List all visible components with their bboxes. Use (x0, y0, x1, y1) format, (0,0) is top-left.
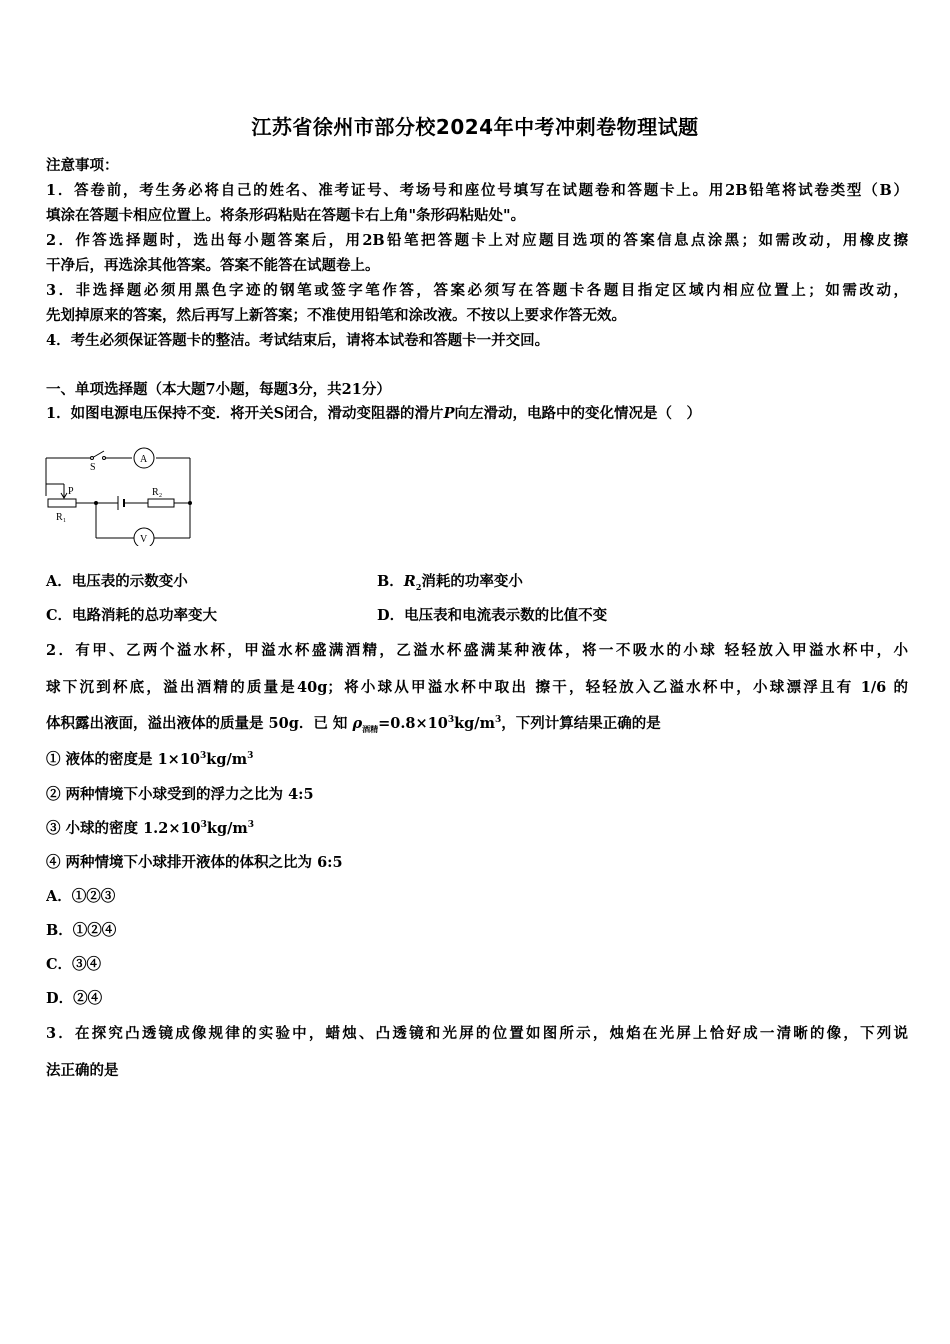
notice-heading: 注意事项： (46, 157, 119, 174)
notice-line: 3．非选择题必须用黑色字迹的钢笔或签字笔作答，答案必须写在答题卡各题目指定区域内相应位置上；如需改动， (46, 282, 908, 299)
question-1-stem: 1．如图电源电压保持不变．将开关S闭合，滑动变阻器的滑片P向左滑动，电路中的变化情况是（ ） (46, 405, 701, 422)
q1-option-c: C．电路消耗的总功率变大 (46, 607, 218, 624)
ammeter-label: A (140, 454, 148, 465)
question-2-line: 2．有甲、乙两个溢水杯，甲溢水杯盛满酒精，乙溢水杯盛满某种液体，将一不吸水的小球 轻轻放入甲溢水杯中，小 (46, 642, 908, 659)
q2-option-d: D．②④ (46, 990, 103, 1007)
q2-statement-3: ③ 小球的密度 $1.2\times 10^3kg/m^3$ (46, 820, 255, 837)
question-3-line: 3．在探究凸透镜成像规律的实验中，蜡烛、凸透镜和光屏的位置如图所示，烛焰在光屏上恰好成一清晰的像，下列说 (46, 1025, 908, 1042)
q2-option-c: C．③④ (46, 956, 102, 973)
notice-line: 填涂在答题卡相应位置上。将条形码粘贴在答题卡右上角"条形码粘贴处"。 (46, 207, 526, 224)
q1-option-a: A．电压表的示数变小 (46, 573, 188, 590)
slider-label: P (68, 486, 74, 497)
r2-subscript: 2 (159, 493, 162, 499)
r1-subscript: 1 (63, 518, 66, 524)
page-title: 江苏省徐州市部分校2024年中考冲刺卷物理试题 (251, 115, 699, 139)
voltmeter-label: V (140, 534, 148, 545)
q1-option-b: B．$R_2$消耗的功率变小 (377, 573, 523, 592)
q2-statement-2: ② 两种情境下小球受到的浮力之比为 4:5 (46, 786, 314, 803)
resistor-r2 (148, 499, 174, 507)
notice-line: 干净后，再选涂其他答案。答案不能答在试题卷上。 (46, 257, 380, 274)
question-3-line: 法正确的是 (46, 1062, 119, 1079)
question-2-line: 球下沉到杯底，溢出酒精的质量是40g；将小球从甲溢水杯中取出 擦干，轻轻放入乙溢水杯中，小球漂浮且有 1/6 的 (46, 679, 908, 696)
r1-label: R (56, 512, 63, 523)
notice-line: 2．作答选择题时，选出每小题答案后，用2B铅笔把答题卡上对应题目选项的答案信息点涂黑；如需改动，用橡皮擦 (46, 232, 908, 249)
section-heading: 一、单项选择题（本大题7小题，每题3分，共21分） (46, 381, 391, 398)
q2-statement-1: ① 液体的密度是 $1\times 10^3kg/m^3$ (46, 751, 254, 768)
r2-label: R (152, 487, 159, 498)
switch-label: S (90, 462, 96, 473)
notice-line: 1．答卷前，考生务必将自己的姓名、准考证号、考场号和座位号填写在试题卷和答题卡上。用2B铅笔将试卷类型（B） (46, 182, 908, 199)
q2-statement-4: ④ 两种情境下小球排开液体的体积之比为 6:5 (46, 854, 343, 871)
rheostat-r1 (48, 499, 76, 507)
notice-line: 先划掉原来的答案，然后再写上新答案；不准使用铅笔和涂改液。不按以上要求作答无效。 (46, 307, 626, 324)
circuit-diagram (44, 444, 196, 546)
q2-option-b: B．①②④ (46, 922, 117, 939)
notice-line: 4．考生必须保证答题卡的整洁。考试结束后，请将本试卷和答题卡一并交回。 (46, 332, 550, 349)
q2-option-a: A．①②③ (46, 888, 116, 905)
q1-option-d: D．电压表和电流表示数的比值不变 (377, 607, 608, 624)
question-2-line: 体积露出液面，溢出液体的质量是 50g．已 知 $\rho_{酒精}=0.8\times 10^3kg/m^3$，下列计算结果正确的是 (46, 715, 661, 734)
